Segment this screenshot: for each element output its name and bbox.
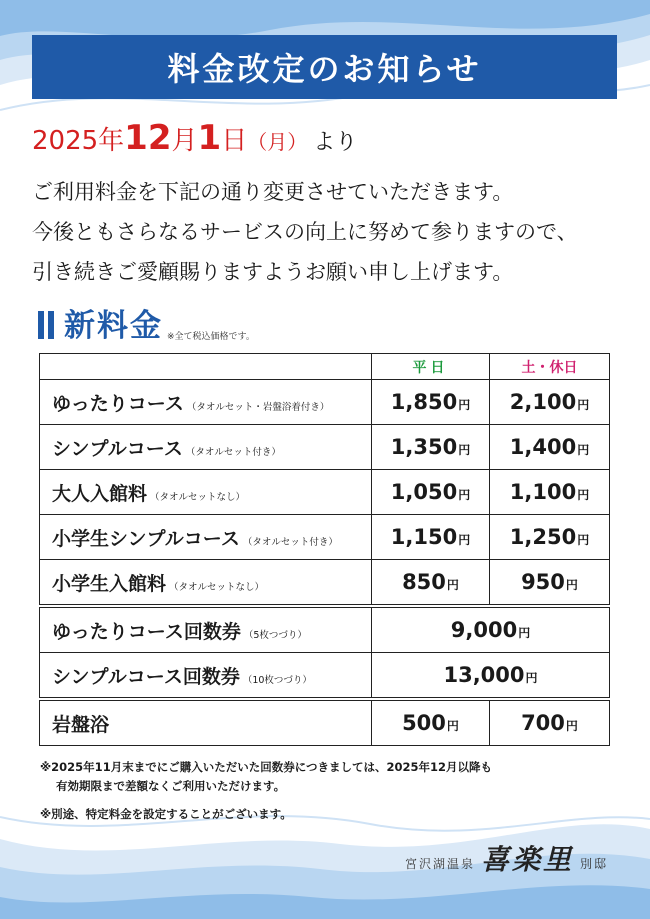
ticket-row	[40, 653, 610, 700]
title-banner	[32, 35, 617, 99]
heading-bar	[38, 311, 44, 339]
course-name: 大人入館料 （タオルセットなし）	[40, 470, 372, 515]
footnote-ticket-cont: 有効期限まで差額なくご利用いただけます。	[56, 779, 286, 793]
weekend-price: 1,100円	[490, 470, 610, 515]
intro-line-2: 今後ともさらなるサービスの向上に努めて参りますので、	[32, 220, 578, 244]
header-weekend: 土・休日	[490, 354, 610, 380]
weekend-price: 700円	[490, 699, 610, 746]
date-day-unit: 日	[221, 126, 248, 156]
ganban-name: 岩盤浴	[40, 699, 372, 746]
header-weekday: 平日	[372, 354, 490, 380]
ticket-price: 13,000円	[372, 653, 610, 700]
footnote-special: ※別途、特定料金を設定することがございます。	[40, 807, 292, 821]
intro-line-3: 引き続きご愛顧賜りますようお願い申し上げます。	[32, 260, 514, 284]
section-title: 新料金	[64, 308, 163, 344]
date-month-number: 12	[124, 118, 172, 158]
logo-prefix: 宮沢湖温泉	[404, 857, 475, 871]
table-row	[40, 515, 610, 560]
weekday-price: 1,850円	[372, 380, 490, 425]
table-row	[40, 470, 610, 515]
table-row	[40, 425, 610, 470]
footnote-ticket: ※2025年11月末までにご購入いただいた回数券につきましては、2025年12月以降も	[40, 760, 492, 774]
heading-bar	[48, 311, 54, 339]
effective-date	[32, 118, 357, 162]
ganban-row	[40, 699, 610, 746]
price-table	[39, 353, 610, 746]
date-day-number: 1	[197, 118, 222, 158]
date-weekday: （月）	[247, 130, 308, 154]
ticket-name: ゆったりコース回数券 （5枚つづり）	[40, 606, 372, 653]
ticket-row	[40, 606, 610, 653]
weekday-price: 850円	[372, 560, 490, 607]
tax-note: ※全て税込価格です。	[167, 332, 255, 342]
ticket-name: シンプルコース回数券 （10枚つづり）	[40, 653, 372, 700]
table-row	[40, 380, 610, 425]
footnotes	[40, 758, 492, 824]
date-month-unit: 月	[171, 126, 198, 156]
weekday-price: 1,150円	[372, 515, 490, 560]
date-suffix: より	[313, 130, 358, 155]
logo-name: 喜楽里	[480, 843, 574, 876]
ticket-price: 9,000円	[372, 606, 610, 653]
weekend-price: 950円	[490, 560, 610, 607]
facility-logo	[405, 838, 608, 878]
weekend-price: 1,400円	[490, 425, 610, 470]
logo-suffix: 別邸	[579, 857, 608, 871]
weekday-price: 1,350円	[372, 425, 490, 470]
date-year: 2025年	[32, 126, 125, 156]
weekend-price: 1,250円	[490, 515, 610, 560]
course-name: 小学生シンプルコース （タオルセット付き）	[40, 515, 372, 560]
header-blank-cell	[40, 354, 372, 380]
table-row	[40, 560, 610, 607]
page-title: 料金改定のお知らせ	[167, 50, 482, 88]
weekday-price: 1,050円	[372, 470, 490, 515]
section-heading	[38, 300, 255, 346]
intro-line-1: ご利用料金を下記の通り変更させていただきます。	[32, 180, 514, 204]
course-name: ゆったりコース （タオルセット・岩盤浴着付き）	[40, 380, 372, 425]
course-name: 小学生入館料 （タオルセットなし）	[40, 560, 372, 607]
weekend-price: 2,100円	[490, 380, 610, 425]
course-name: シンプルコース （タオルセット付き）	[40, 425, 372, 470]
weekday-price: 500円	[372, 699, 490, 746]
table-header-row	[40, 354, 610, 380]
